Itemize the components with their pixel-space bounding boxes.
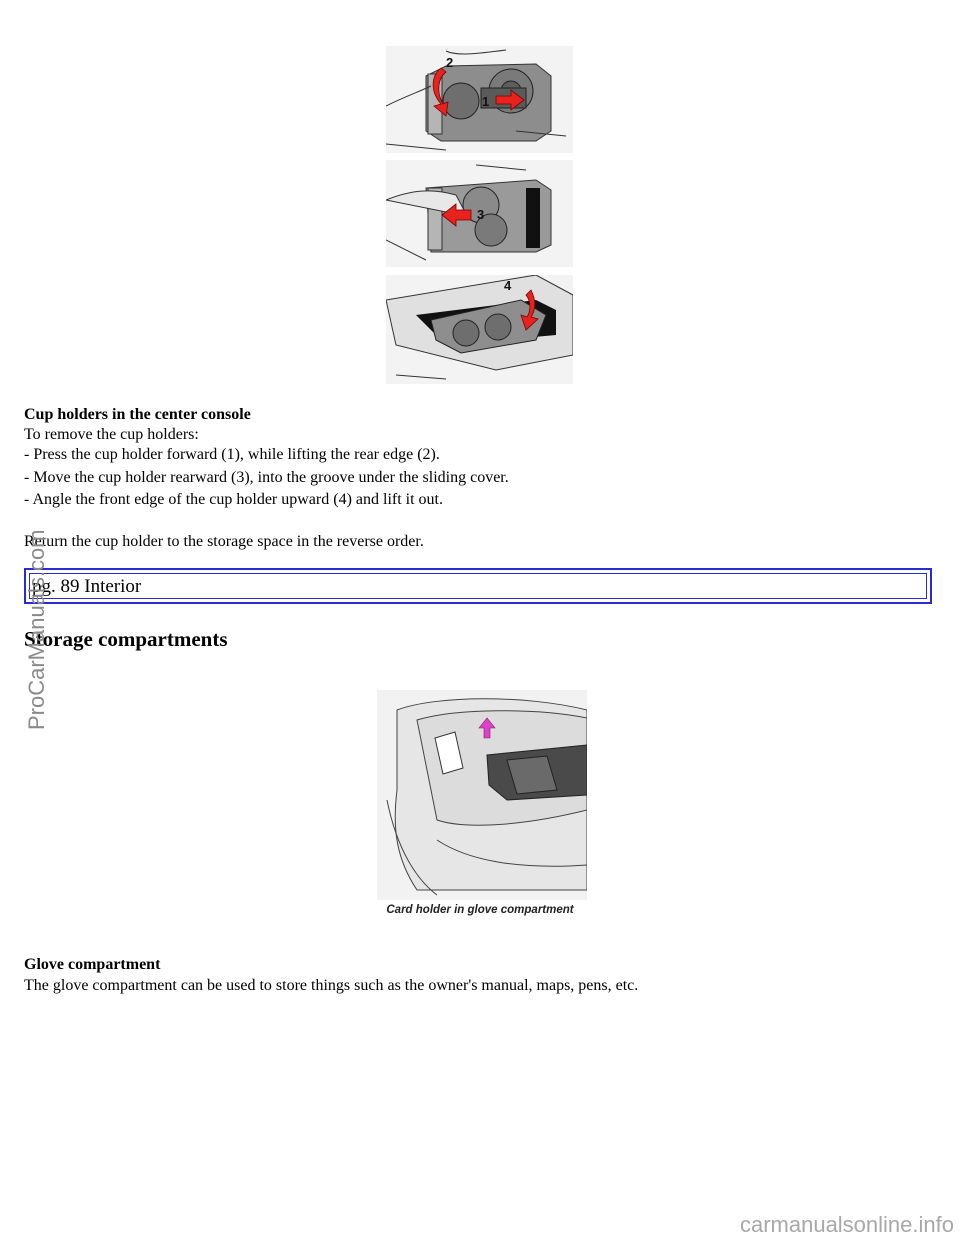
step-2: - Move the cup holder rearward (3), into the groove under the sliding cover.: [24, 469, 509, 486]
section-title: Storage compartments: [24, 627, 228, 651]
glove-compartment-heading: Glove compartment: [24, 956, 161, 973]
callout-1: 1: [482, 94, 490, 109]
callout-3: 3: [477, 207, 485, 222]
page-marker: [24, 568, 932, 604]
cup-holder-step-1-illustration: [386, 46, 573, 153]
cup-holder-step-3-illustration: [386, 275, 573, 384]
return-note: Return the cup holder to the storage space in the reverse order.: [24, 533, 424, 550]
step-3: - Angle the front edge of the cup holder upward (4) and lift it out.: [24, 491, 443, 508]
figure-caption: Card holder in glove compartment: [386, 904, 574, 916]
cup-holders-heading: Cup holders in the center console: [24, 406, 251, 423]
step-1: - Press the cup holder forward (1), while lifting the rear edge (2).: [24, 446, 440, 463]
bottom-watermark: carmanualsonline.info: [739, 1212, 954, 1237]
side-watermark: ProCarManuals.com: [24, 529, 49, 730]
glove-compartment-body: The glove compartment can be used to store things such as the owner's manual, maps, pens, etc.: [24, 977, 639, 994]
callout-2: 2: [446, 55, 454, 70]
intro-line: To remove the cup holders:: [24, 426, 199, 443]
callout-4: 4: [504, 278, 512, 293]
page-marker-text: pg. 89 Interior: [32, 576, 142, 597]
glove-compartment-illustration: [377, 690, 587, 900]
